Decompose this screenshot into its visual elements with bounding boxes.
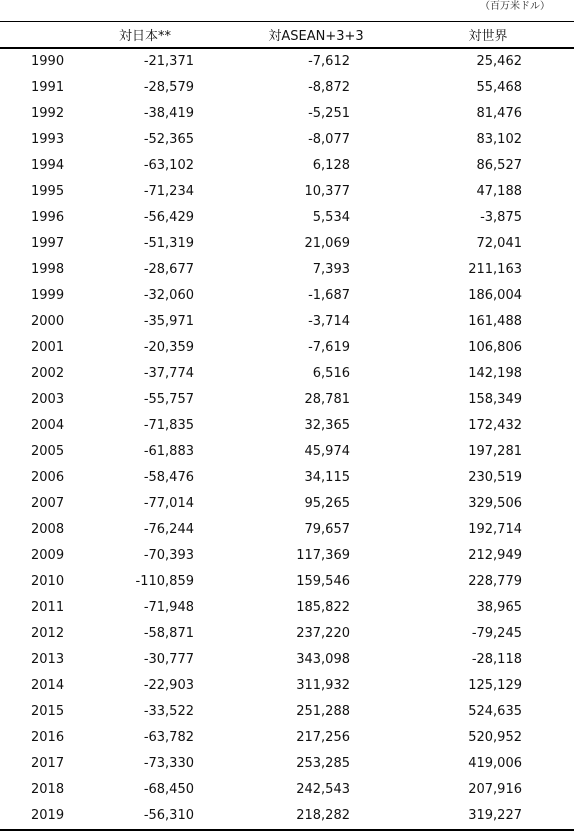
cell-japan: -71,835	[143, 418, 194, 433]
cell-world: -79,245	[471, 626, 522, 641]
table-row	[0, 153, 574, 179]
cell-world: 329,506	[468, 496, 522, 511]
table-body	[0, 48, 574, 830]
table-row	[0, 179, 574, 205]
cell-year: 2017	[31, 756, 65, 771]
cell-year: 2013	[31, 652, 65, 667]
table-row	[0, 777, 574, 803]
cell-japan: -110,859	[135, 574, 194, 589]
cell-year: 2009	[31, 548, 65, 563]
cell-japan: -56,429	[143, 210, 194, 225]
cell-asean: 251,288	[296, 704, 350, 719]
cell-japan: -30,777	[143, 652, 194, 667]
cell-year: 2003	[31, 392, 65, 407]
cell-year: 2018	[31, 782, 65, 797]
cell-world: 86,527	[476, 158, 522, 173]
table-row	[0, 517, 574, 543]
cell-world: 125,129	[468, 678, 522, 693]
cell-world: 520,952	[468, 730, 522, 745]
cell-year: 2016	[31, 730, 65, 745]
cell-year: 1998	[31, 262, 65, 277]
cell-asean: 95,265	[304, 496, 350, 511]
cell-year: 2010	[31, 574, 65, 589]
cell-asean: 32,365	[304, 418, 350, 433]
cell-world: 192,714	[468, 522, 522, 537]
cell-japan: -71,948	[143, 600, 194, 615]
cell-world: 25,462	[476, 54, 522, 69]
cell-world: 319,227	[402, 803, 574, 830]
cell-asean: 5,534	[312, 210, 350, 225]
header-world: 対世界	[402, 22, 574, 49]
cell-japan: -68,450	[143, 782, 194, 797]
table-row	[0, 647, 574, 673]
header-japan: 対日本**	[60, 22, 230, 49]
table-row	[0, 309, 574, 335]
table-row	[0, 335, 574, 361]
cell-world: 524,635	[468, 704, 522, 719]
table-row	[0, 491, 574, 517]
cell-world: 83,102	[476, 132, 522, 147]
table-row	[0, 673, 574, 699]
cell-world: 172,432	[468, 418, 522, 433]
cell-world: 228,779	[468, 574, 522, 589]
cell-japan: -28,677	[143, 262, 194, 277]
cell-asean: 217,256	[296, 730, 350, 745]
cell-japan: -63,782	[143, 730, 194, 745]
cell-world: 72,041	[476, 236, 522, 251]
cell-year: 2014	[31, 678, 65, 693]
cell-japan: -37,774	[143, 366, 194, 381]
table-row	[0, 725, 574, 751]
cell-year: 1995	[31, 184, 65, 199]
cell-asean: 253,285	[296, 756, 350, 771]
cell-asean: 311,932	[296, 678, 350, 693]
cell-japan: -77,014	[143, 496, 194, 511]
cell-asean: 6,128	[312, 158, 350, 173]
cell-world: 197,281	[468, 444, 522, 459]
cell-year: 2000	[31, 314, 65, 329]
table-row	[0, 231, 574, 257]
table-row	[0, 413, 574, 439]
cell-asean: -8,077	[308, 132, 350, 147]
cell-world: 38,965	[476, 600, 522, 615]
table-row	[0, 699, 574, 725]
cell-world: 158,349	[468, 392, 522, 407]
table-row	[0, 595, 574, 621]
cell-year: 2005	[31, 444, 65, 459]
cell-year: 2019	[0, 803, 60, 830]
cell-world: 106,806	[468, 340, 522, 355]
cell-year: 2008	[31, 522, 65, 537]
cell-world: 212,949	[468, 548, 522, 563]
table-row	[0, 101, 574, 127]
cell-world: 186,004	[468, 288, 522, 303]
cell-asean: -7,612	[308, 54, 350, 69]
cell-japan: -32,060	[143, 288, 194, 303]
table-row	[0, 361, 574, 387]
cell-japan: -73,330	[143, 756, 194, 771]
cell-japan: -76,244	[143, 522, 194, 537]
cell-japan: -61,883	[143, 444, 194, 459]
cell-japan: -58,871	[143, 626, 194, 641]
cell-year: 1999	[31, 288, 65, 303]
cell-world: 211,163	[468, 262, 522, 277]
cell-year: 2015	[31, 704, 65, 719]
table-row	[0, 621, 574, 647]
cell-asean: 10,377	[304, 184, 350, 199]
cell-world: 161,488	[468, 314, 522, 329]
cell-asean: -5,251	[308, 106, 350, 121]
cell-year: 1992	[31, 106, 65, 121]
cell-world: 47,188	[476, 184, 522, 199]
cell-japan: -35,971	[143, 314, 194, 329]
cell-asean: -8,872	[308, 80, 350, 95]
table-row	[0, 543, 574, 569]
unit-note: （百万米ドル）	[480, 1, 550, 12]
cell-asean: 159,546	[296, 574, 350, 589]
data-table	[0, 21, 574, 831]
cell-year: 1991	[31, 80, 65, 95]
cell-japan: -28,579	[143, 80, 194, 95]
cell-japan: -21,371	[143, 54, 194, 69]
cell-asean: -1,687	[308, 288, 350, 303]
table-row	[0, 283, 574, 309]
cell-world: 55,468	[476, 80, 522, 95]
cell-japan: -38,419	[143, 106, 194, 121]
cell-year: 2011	[31, 600, 65, 615]
cell-year: 2007	[31, 496, 65, 511]
table-row	[0, 205, 574, 231]
cell-year: 1990	[31, 54, 65, 69]
cell-world: -3,875	[480, 210, 522, 225]
cell-japan: -55,757	[143, 392, 194, 407]
table-row	[0, 751, 574, 777]
cell-year: 1994	[31, 158, 65, 173]
cell-asean: 237,220	[296, 626, 350, 641]
cell-asean: 21,069	[304, 236, 350, 251]
cell-asean: 7,393	[312, 262, 350, 277]
table-row	[0, 257, 574, 283]
cell-year: 2006	[31, 470, 65, 485]
cell-world: 142,198	[468, 366, 522, 381]
cell-japan: -71,234	[143, 184, 194, 199]
table-row	[0, 75, 574, 101]
cell-asean: 45,974	[304, 444, 350, 459]
cell-world: 419,006	[468, 756, 522, 771]
table-row	[0, 127, 574, 153]
cell-world: 207,916	[468, 782, 522, 797]
table-row	[0, 439, 574, 465]
cell-japan: -70,393	[143, 548, 194, 563]
cell-asean: 242,543	[296, 782, 350, 797]
cell-asean: 117,369	[296, 548, 350, 563]
cell-asean: 34,115	[304, 470, 350, 485]
cell-year: 2001	[31, 340, 65, 355]
table-row	[0, 465, 574, 491]
cell-japan: -20,359	[143, 340, 194, 355]
header-asean: 対ASEAN+3+3	[230, 22, 402, 49]
table-row	[0, 48, 574, 75]
cell-world: 81,476	[476, 106, 522, 121]
cell-world: -28,118	[471, 652, 522, 667]
cell-japan: -33,522	[143, 704, 194, 719]
cell-asean: -7,619	[308, 340, 350, 355]
cell-asean: 185,822	[296, 600, 350, 615]
cell-japan: -58,476	[143, 470, 194, 485]
cell-year: 2004	[31, 418, 65, 433]
cell-year: 1997	[31, 236, 65, 251]
cell-japan: -52,365	[143, 132, 194, 147]
table-row	[0, 569, 574, 595]
table-row	[0, 803, 574, 830]
cell-asean: 6,516	[312, 366, 350, 381]
cell-year: 1996	[31, 210, 65, 225]
cell-asean: -3,714	[308, 314, 350, 329]
cell-world: 230,519	[468, 470, 522, 485]
cell-japan: -51,319	[143, 236, 194, 251]
header-year	[0, 22, 60, 49]
cell-asean: 218,282	[230, 803, 402, 830]
table-row	[0, 387, 574, 413]
cell-asean: 343,098	[296, 652, 350, 667]
cell-japan: -63,102	[143, 158, 194, 173]
cell-japan: -56,310	[60, 803, 230, 830]
cell-asean: 79,657	[304, 522, 350, 537]
cell-japan: -22,903	[143, 678, 194, 693]
cell-year: 1993	[31, 132, 65, 147]
header-row	[0, 22, 574, 49]
cell-year: 2012	[31, 626, 65, 641]
cell-asean: 28,781	[304, 392, 350, 407]
cell-year: 2002	[31, 366, 65, 381]
